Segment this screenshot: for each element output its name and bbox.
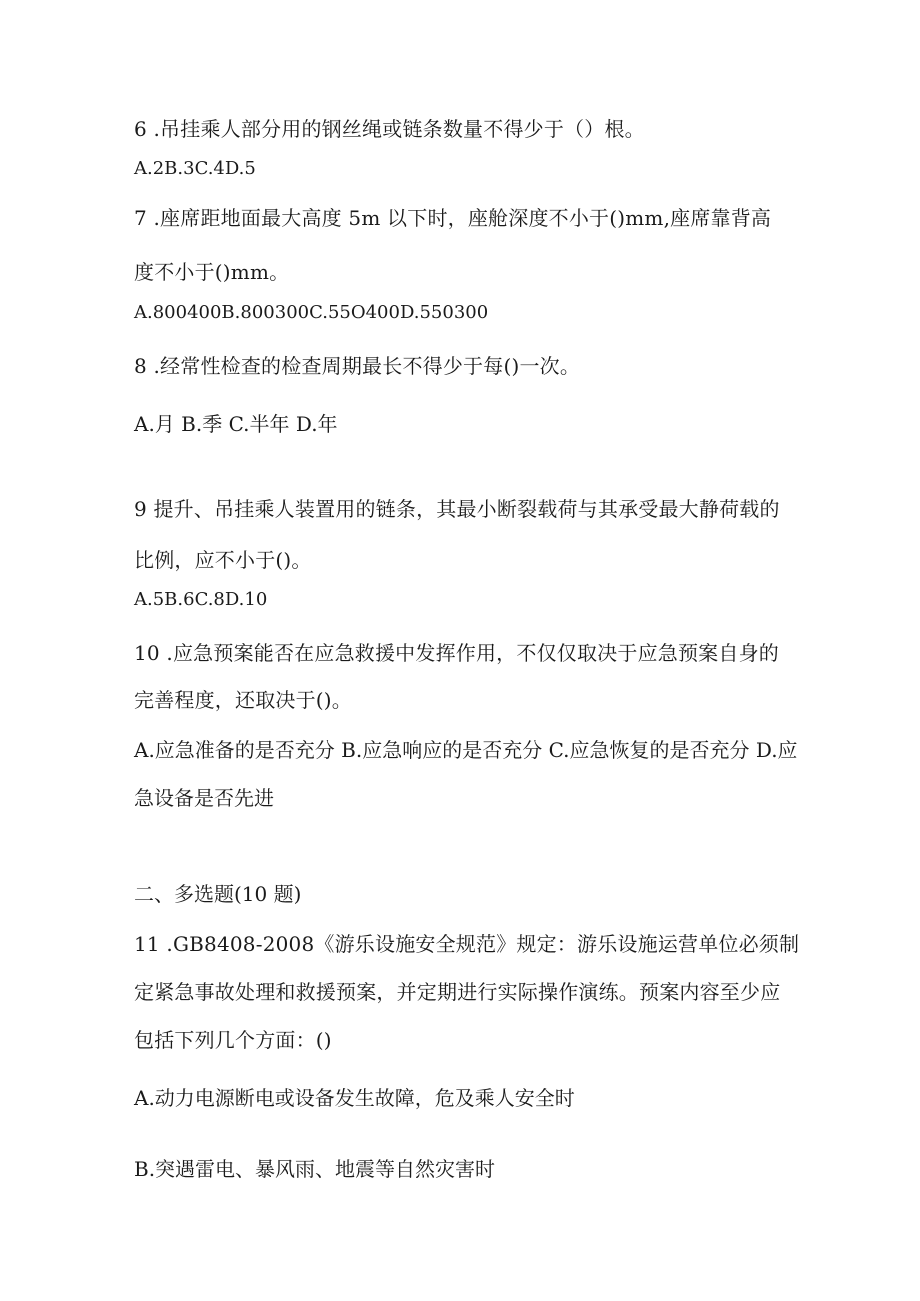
question-9-line-1: 9 提升、吊挂乘人装置用的链条，其最小断裂载荷与其承受最大静荷载的	[134, 497, 780, 521]
question-7-options: A.800400B.800300C.55O400D.550300	[134, 302, 489, 323]
question-11-line-1: 11 .GB8408-2008《游乐设施安全规范》规定：游乐设施运营单位必须制	[134, 932, 800, 956]
question-7-line-2: 度不小于()mm。	[134, 260, 290, 284]
question-8-options: A.月 B.季 C.半年 D.年	[134, 412, 338, 436]
question-8: 8 .经常性检查的检查周期最长不得少于每()一次。	[134, 354, 581, 378]
question-9-options: A.5B.6C.8D.10	[134, 589, 268, 610]
question-11-line-2: 定紧急事故处理和救援预案，并定期进行实际操作演练。预案内容至少应	[134, 980, 781, 1004]
question-7-line-1: 7 .座席距地面最大高度 5m 以下时，座舱深度不小于()mm,座席靠背高	[134, 206, 772, 230]
question-11-option-a: A.动力电源断电或设备发生故障，危及乘人安全时	[134, 1086, 575, 1110]
section-heading-multiple-choice: 二、多选题(10 题)	[134, 882, 302, 906]
question-10-line-1: 10 .应急预案能否在应急救援中发挥作用，不仅仅取决于应急预案自身的	[134, 641, 779, 665]
question-11-option-b: B.突遇雷电、暴风雨、地震等自然灾害时	[134, 1157, 496, 1181]
question-6: 6 .吊挂乘人部分用的钢丝绳或链条数量不得少于（）根。	[134, 117, 645, 141]
question-11-line-3: 包括下列几个方面：()	[134, 1028, 332, 1052]
question-6-options: A.2B.3C.4D.5	[134, 158, 256, 179]
question-10-options-line-1: A.应急准备的是否充分 B.应急响应的是否充分 C.应急恢复的是否充分 D.应	[134, 738, 798, 762]
question-9-line-2: 比例，应不小于()。	[134, 548, 312, 572]
question-10-options-line-2: 急设备是否先进	[134, 786, 274, 810]
question-10-line-2: 完善程度，还取决于()。	[134, 688, 353, 712]
